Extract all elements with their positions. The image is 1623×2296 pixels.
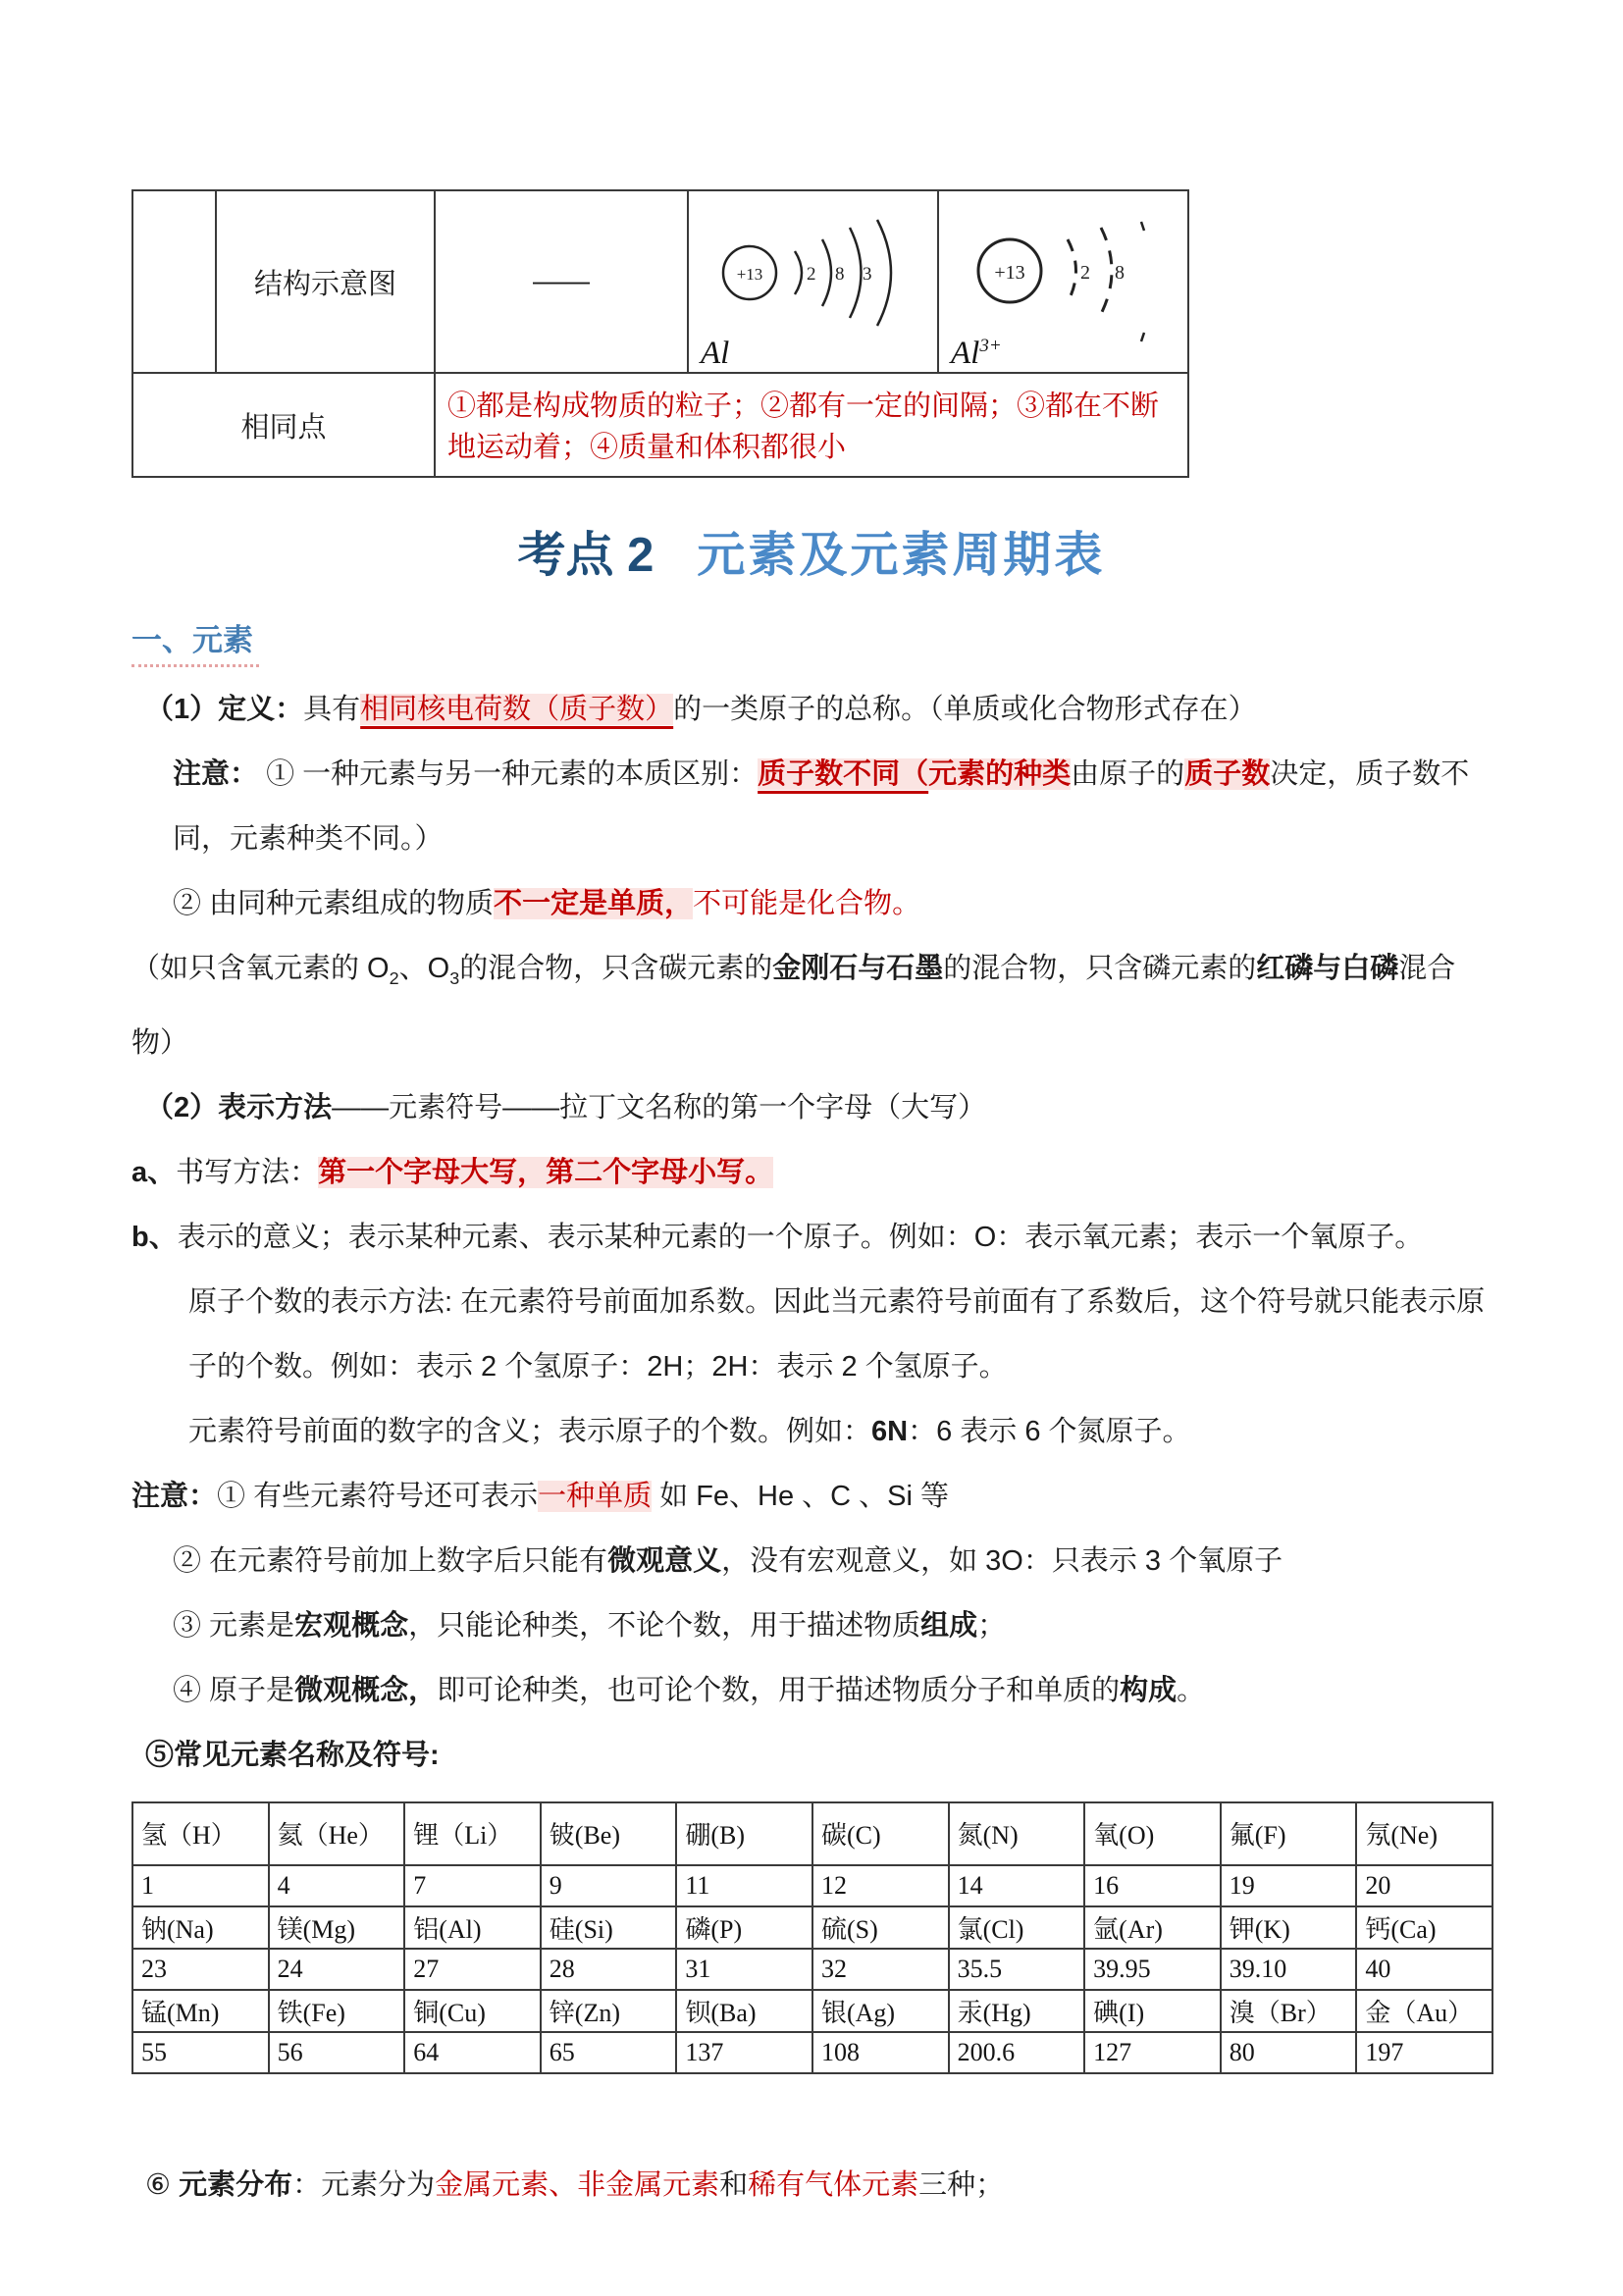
electron-shell-arc (1101, 228, 1112, 314)
text-segment: ④ 原子是 (173, 1674, 295, 1706)
text-segment: 元素的种类 (928, 758, 1072, 790)
comparison-table (131, 189, 1189, 478)
table-row (132, 190, 1188, 373)
text-segment: 元素符号前面的数字的含义；表示原子的个数。例如： (188, 1415, 872, 1447)
title-topic-text: 元素及元素周期表 (697, 529, 1106, 582)
table-row (132, 373, 1188, 477)
element-table-cell: 19 (1221, 1865, 1357, 1906)
text-segment: 相同核电荷数（质子数） (360, 694, 674, 725)
element-table-cell: 64 (404, 2032, 541, 2073)
paragraph-note-1 (131, 742, 1495, 871)
text-segment: 的一类原子的总称。（单质或化合物形式存在） (673, 694, 1257, 725)
element-table-cell: 12 (812, 1865, 949, 1906)
text-segment: 质子数 (1184, 758, 1271, 790)
text-segment: ② 在元素符号前加上数字后只能有 (173, 1544, 608, 1577)
aluminum-atom-cell (688, 190, 938, 373)
title-topic-number: 考点 2 (517, 529, 654, 582)
text-segment: 金属元素、非金属元素 (435, 2168, 720, 2201)
text-segment: 3 (449, 967, 460, 988)
text-segment: ，只能论种类，不论个数，用于描述物质 (408, 1609, 921, 1642)
aluminum-ion-diagram (939, 214, 1185, 351)
element-table-cell: 氖(Ne) (1356, 1802, 1492, 1865)
element-table-cell: 56 (269, 2032, 405, 2073)
text-segment: b、 (131, 1221, 178, 1253)
paragraph-example (131, 936, 1495, 1075)
element-symbol: Al (951, 336, 980, 371)
nucleus-charge-label: +13 (736, 265, 763, 284)
page-title (0, 517, 1623, 586)
text-segment: 原子个数的表示方法: 在元素符号前面加系数。因此当元素符号前面有了系数后，这个符号就只能表示原子的个数。例如：表示 2 个氢原子：2H；2H：表示 2 个氢原子。 (188, 1285, 1486, 1383)
element-table-cell: 108 (812, 2032, 949, 2073)
shell-electron-count: 3 (863, 264, 872, 285)
element-table-cell: 23 (132, 1949, 269, 1990)
text-segment: ：元素分为 (292, 2168, 436, 2201)
paragraph-atom-count (131, 1270, 1495, 1399)
text-segment: ② 由同种元素组成的物质 (173, 888, 495, 919)
nucleus-charge-label: +13 (994, 262, 1025, 284)
empty-cell (132, 190, 216, 373)
element-table-cell: 137 (676, 2032, 812, 2073)
element-table-cell: 铝(Al) (404, 1906, 541, 1949)
elements-table (131, 1801, 1493, 2074)
element-table-cell: 锂（Li） (404, 1802, 541, 1865)
element-table-cell: 钙(Ca) (1356, 1906, 1492, 1949)
text-segment: 质子数不同（ (758, 758, 929, 790)
shell-electron-count: 2 (1080, 262, 1090, 284)
element-table-cell: 14 (949, 1865, 1085, 1906)
text-segment: ③ 元素是 (173, 1609, 295, 1642)
element-table-cell: 硅(Si) (541, 1906, 677, 1949)
row-label-structure-diagram: 结构示意图 (216, 190, 435, 373)
ion-charge: 3+ (979, 336, 1002, 356)
text-segment: 由原子的 (1071, 758, 1185, 790)
content-body (131, 677, 1495, 1788)
element-table-row (132, 1990, 1492, 2032)
text-segment: 注意： (173, 758, 259, 790)
element-symbol: Al (701, 336, 730, 371)
text-segment: 决定，质子数不同，元素种类不同。） (173, 758, 1470, 855)
element-table-cell: 197 (1356, 2032, 1492, 2073)
element-table-cell: 4 (269, 1865, 405, 1906)
text-segment: 如 Fe、He 、C 、Si 等 (652, 1480, 950, 1512)
element-table-cell: 钡(Ba) (676, 1990, 812, 2032)
text-segment: 微观意义 (607, 1544, 722, 1577)
text-segment: 一种单质 (538, 1480, 653, 1512)
element-table-cell: 55 (132, 2032, 269, 2073)
element-table-cell: 31 (676, 1949, 812, 1990)
element-table-cell: 7 (404, 1865, 541, 1906)
text-segment: ⑥ (145, 2168, 180, 2201)
text-segment: （1）定义： (145, 694, 304, 725)
text-segment: 宏观概念 (294, 1609, 409, 1642)
text-segment: a、 (131, 1156, 177, 1188)
element-table-cell: 39.10 (1221, 1949, 1357, 1990)
element-table-cell: 127 (1084, 2032, 1221, 2073)
atom-symbol-label (701, 336, 729, 372)
element-table-cell: 碘(I) (1084, 1990, 1221, 2032)
element-table-cell: 16 (1084, 1865, 1221, 1906)
element-table-cell: 锌(Zn) (541, 1990, 677, 2032)
text-segment: ① 有些元素符号还可表示 (217, 1480, 539, 1512)
text-segment: 第一个字母大写，第二个字母小写。 (318, 1156, 774, 1188)
electron-shell-arc (850, 228, 862, 318)
element-table-row (132, 1865, 1492, 1906)
text-segment: ⑤常见元素名称及符号: (145, 1739, 440, 1771)
paragraph-note-3 (131, 1464, 1495, 1529)
text-segment: 金刚石与石墨 (772, 953, 944, 984)
ion-symbol-label (951, 336, 1002, 372)
text-segment: 稀有气体元素 (748, 2168, 919, 2201)
element-table-cell: 铍(Be) (541, 1802, 677, 1865)
text-segment: ①都是构成物质的粒子；②都有一定的间隔；③都在不断地运动着；④质量和体积都很小 (447, 390, 1160, 463)
element-table-cell: 65 (541, 2032, 677, 2073)
shell-electron-count: 2 (807, 264, 816, 285)
text-segment: 注意： (131, 1480, 218, 1512)
outer-arc-fragment (1141, 222, 1144, 231)
paragraph-prefix-number (131, 1399, 1495, 1464)
text-segment: 书写方法： (176, 1156, 319, 1188)
text-segment: 的混合物，只含磷元素的 (943, 953, 1257, 984)
element-table-cell: 汞(Hg) (949, 1990, 1085, 2032)
similarities-text (435, 373, 1188, 477)
element-table-cell: 氩(Ar) (1084, 1906, 1221, 1949)
electron-shell-arc (795, 251, 802, 294)
text-segment: ，没有宏观意义，如 3O：只表示 3 个氧原子 (721, 1544, 1283, 1577)
dash-cell: —— (435, 190, 688, 373)
element-table-cell: 氢（H） (132, 1802, 269, 1865)
text-segment: 的混合物，只含碳元素的 (459, 953, 773, 984)
paragraph-distribution (131, 2153, 1495, 2218)
element-table-cell: 钠(Na) (132, 1906, 269, 1949)
text-segment: 混合物） (131, 953, 1456, 1059)
text-segment: 红磷与白磷 (1256, 953, 1399, 984)
text-segment: 6N (871, 1415, 909, 1447)
electron-shell-arc (1068, 239, 1076, 302)
text-segment: 不可能是化合物。 (693, 888, 921, 919)
element-table-cell: 银(Ag) (812, 1990, 949, 2032)
element-table-cell: 200.6 (949, 2032, 1085, 2073)
shell-electron-count: 8 (835, 264, 845, 285)
text-segment: 即可论种类，也可论个数，用于描述物质分子和单质的 (437, 1674, 1121, 1706)
element-table-row (132, 1802, 1492, 1865)
section-heading-row (131, 615, 1623, 667)
text-segment: 不一定是单质， (494, 888, 694, 919)
element-table-cell: 20 (1356, 1865, 1492, 1906)
text-segment: 表示的意义；表示某种元素、表示某种元素的一个原子。例如：O：表示氧元素；表示一个氧原子。 (177, 1221, 1424, 1253)
element-table-cell: 39.95 (1084, 1949, 1221, 1990)
text-segment: ① 一种元素与另一种元素的本质区别： (258, 758, 759, 790)
element-table-cell: 镁(Mg) (269, 1906, 405, 1949)
element-table-cell: 1 (132, 1865, 269, 1906)
text-segment: （2）表示方法 (145, 1091, 333, 1123)
element-table-cell: 35.5 (949, 1949, 1085, 1990)
element-table-cell: 24 (269, 1949, 405, 1990)
text-segment: 、O (398, 953, 450, 984)
element-table-cell: 钾(K) (1221, 1906, 1357, 1949)
text-segment: 。 (1177, 1674, 1206, 1706)
paragraph-note-2 (131, 871, 1495, 936)
paragraph-note-4 (131, 1529, 1495, 1593)
element-table-cell: 溴（Br） (1221, 1990, 1357, 2032)
paragraph-definition (131, 677, 1495, 742)
electron-shell-arc (822, 239, 831, 306)
element-table-cell: 32 (812, 1949, 949, 1990)
aluminum-ion-cell (938, 190, 1188, 373)
paragraph-note-6 (131, 1658, 1495, 1723)
element-table-cell: 硼(B) (676, 1802, 812, 1865)
text-segment: 元素分布 (179, 2168, 293, 2201)
content-footer (131, 2153, 1495, 2218)
text-segment: 具有 (303, 694, 361, 725)
element-table-cell: 硫(S) (812, 1906, 949, 1949)
text-segment: ——元素符号——拉丁文名称的第一个字母（大写） (332, 1091, 987, 1123)
text-segment: ：6 表示 6 个氮原子。 (908, 1415, 1191, 1447)
element-table-cell: 氦（He） (269, 1802, 405, 1865)
text-segment: 构成 (1120, 1674, 1178, 1706)
text-segment: 组成 (920, 1609, 978, 1642)
outer-arc-fragment (1141, 333, 1144, 341)
aluminum-atom-diagram (689, 214, 935, 351)
element-table-cell: 11 (676, 1865, 812, 1906)
element-table-cell: 锰(Mn) (132, 1990, 269, 2032)
paragraph-note-5 (131, 1593, 1495, 1658)
text-segment: 和 (719, 2168, 749, 2201)
element-table-cell: 金（Au） (1356, 1990, 1492, 2032)
element-table-cell: 80 (1221, 2032, 1357, 2073)
element-table-cell: 氧(O) (1084, 1802, 1221, 1865)
section-heading: 一、元素 (131, 615, 259, 667)
element-table-cell: 铜(Cu) (404, 1990, 541, 2032)
elements-table-body (132, 1802, 1492, 2073)
electron-shell-arc (877, 220, 891, 326)
text-segment: （如只含氧元素的 O (131, 953, 390, 984)
element-table-cell: 氮(N) (949, 1802, 1085, 1865)
row-label-similarities: 相同点 (132, 373, 435, 477)
element-table-cell: 40 (1356, 1949, 1492, 1990)
element-table-row (132, 1906, 1492, 1949)
element-table-cell: 碳(C) (812, 1802, 949, 1865)
element-table-cell: 铁(Fe) (269, 1990, 405, 2032)
shell-electron-count: 8 (1115, 262, 1125, 284)
text-segment: ； (977, 1609, 1007, 1642)
paragraph-meaning (131, 1205, 1495, 1270)
element-table-cell: 氟(F) (1221, 1802, 1357, 1865)
element-table-cell: 磷(P) (676, 1906, 812, 1949)
text-segment: 微观概念， (294, 1674, 438, 1706)
element-table-cell: 9 (541, 1865, 677, 1906)
element-table-cell: 28 (541, 1949, 677, 1990)
element-table-cell: 27 (404, 1949, 541, 1990)
paragraph-writing-method (131, 1140, 1495, 1205)
paragraph-common-elements-header (131, 1723, 1495, 1788)
element-table-row (132, 1949, 1492, 1990)
element-table-row (132, 2032, 1492, 2073)
element-table-cell: 氯(Cl) (949, 1906, 1085, 1949)
text-segment: 2 (389, 967, 399, 988)
paragraph-representation (131, 1075, 1495, 1140)
text-segment: 三种； (918, 2168, 1005, 2201)
